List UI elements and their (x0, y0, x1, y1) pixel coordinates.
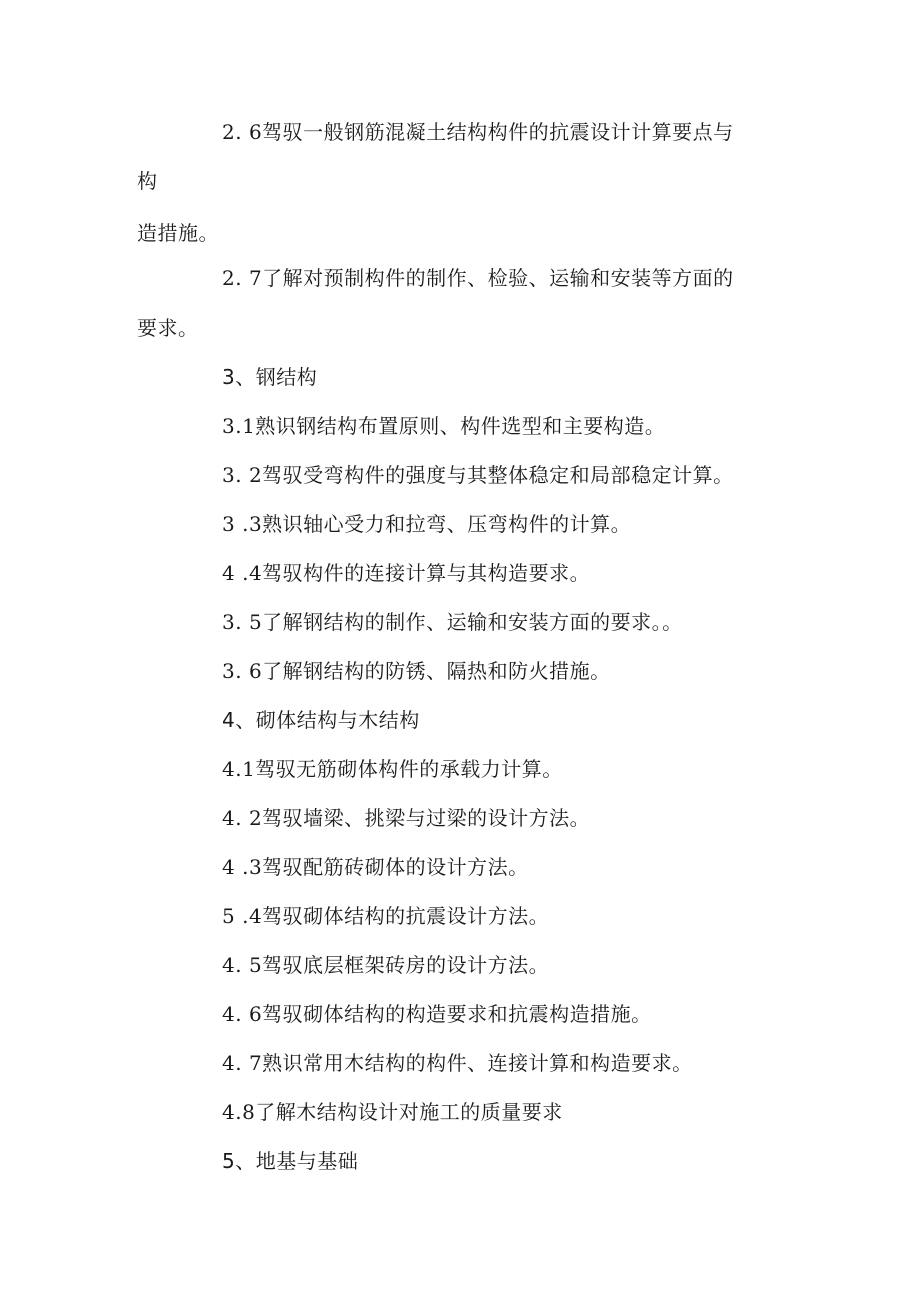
paragraph-4-1: 4.1驾驭无筋砌体构件的承载力计算。 (222, 757, 563, 781)
paragraph-4-5: 4. 5驾驭底层框架砖房的设计方法。 (222, 953, 550, 977)
section-heading-foundation: 5、地基与基础 (222, 1149, 359, 1173)
paragraph-3-3: 3 .3熟识轴心受力和拉弯、压弯构件的计算。 (222, 512, 632, 536)
section-heading-masonry-timber: 4、砌体结构与木结构 (222, 708, 420, 732)
paragraph-3-5: 3. 5了解钢结构的制作、运输和安装方面的要求。。 (222, 610, 683, 634)
paragraph-2-7: 2. 7了解对预制构件的制作、检验、运输和安装等方面的 (222, 266, 734, 290)
paragraph-3-2: 3. 2驾驭受弯构件的强度与其整体稳定和局部稳定计算。 (222, 463, 734, 487)
paragraph-2-6-continuation: 构 (137, 169, 158, 193)
paragraph-4-4: 5 .4驾驭砌体结构的抗震设计方法。 (222, 904, 550, 928)
paragraph-4-2: 4. 2驾驭墙梁、挑梁与过梁的设计方法。 (222, 806, 591, 830)
paragraph-3-6: 3. 6了解钢结构的防锈、隔热和防火措施。 (222, 659, 611, 683)
paragraph-4-7: 4. 7熟识常用木结构的构件、连接计算和构造要求。 (222, 1051, 693, 1075)
paragraph-4-6: 4. 6驾驭砌体结构的构造要求和抗震构造措施。 (222, 1002, 652, 1026)
paragraph-2-6-continuation-2: 造措施。 (137, 221, 219, 245)
paragraph-2-7-continuation: 要求。 (137, 316, 199, 340)
paragraph-2-6: 2. 6驾驭一般钢筋混凝土结构构件的抗震设计计算要点与 (222, 120, 734, 144)
paragraph-4-3: 4 .3驾驭配筋砖砌体的设计方法。 (222, 855, 529, 879)
section-heading-steel-structure: 3、钢结构 (222, 365, 318, 389)
paragraph-3-1: 3.1熟识钢结构布置原则、构件选型和主要构造。 (222, 414, 666, 438)
paragraph-4-8: 4.8了解木结构设计对施工的质量要求 (222, 1100, 563, 1124)
paragraph-3-4: 4 .4驾驭构件的连接计算与其构造要求。 (222, 561, 591, 585)
